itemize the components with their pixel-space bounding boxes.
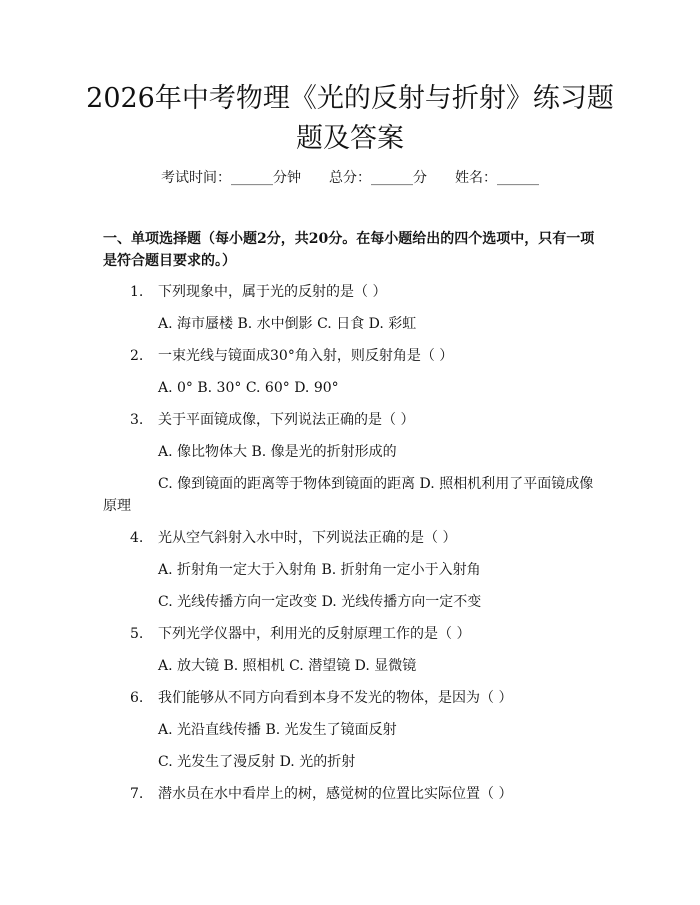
exam-info bbox=[0, 168, 700, 188]
question-text: 关于平面镜成像，下列说法正确的是（ ） bbox=[158, 412, 415, 428]
question-options: A. 放大镜 B. 照相机 C. 潜望镜 D. 显微镜 bbox=[158, 658, 417, 674]
question-options: A. 0° B. 30° C. 60° D. 90° bbox=[158, 380, 339, 396]
question-options: A. 海市蜃楼 B. 水中倒影 C. 日食 D. 彩虹 bbox=[158, 316, 417, 332]
question-number: 4. bbox=[130, 530, 144, 546]
question-text: 下列光学仪器中，利用光的反射原理工作的是（ ） bbox=[158, 626, 471, 642]
question-number: 3. bbox=[130, 412, 144, 428]
page-title-continued: 题及答案 bbox=[296, 123, 404, 154]
section-heading: 一、单项选择题（每小题2分，共20分。在每小题给出的四个选项中，只有一项 bbox=[103, 231, 595, 247]
question-text: 下列现象中，属于光的反射的是（ ） bbox=[158, 284, 387, 300]
question-options: C. 像到镜面的距离等于物体到镜面的距离 D. 照相机利用了平面镜成像 bbox=[158, 476, 594, 492]
name-field: 姓名：______ bbox=[455, 170, 539, 186]
question-options: A. 光沿直线传播 B. 光发生了镜面反射 bbox=[158, 722, 397, 738]
question-text: 光从空气斜射入水中时，下列说法正确的是（ ） bbox=[158, 530, 457, 546]
question-text: 一束光线与镜面成30°角入射，则反射角是（ ） bbox=[158, 348, 454, 364]
question-number: 1. bbox=[130, 284, 144, 300]
section-heading-continued: 是符合题目要求的。） bbox=[103, 253, 236, 269]
page-title: 2026年中考物理《光的反射与折射》练习题 bbox=[86, 83, 614, 114]
question-number: 5. bbox=[130, 626, 144, 642]
question-options-wrap: 原理 bbox=[103, 498, 131, 514]
exam-time-field: 考试时间：______分钟 bbox=[161, 170, 301, 186]
question-number: 6. bbox=[130, 690, 144, 706]
total-score-field: 总分：______分 bbox=[329, 170, 427, 186]
question-text: 潜水员在水中看岸上的树，感觉树的位置比实际位置（ ） bbox=[158, 786, 513, 802]
question-options: C. 光线传播方向一定改变 D. 光线传播方向一定不变 bbox=[158, 594, 482, 610]
question-options: A. 像比物体大 B. 像是光的折射形成的 bbox=[158, 444, 397, 460]
question-options: A. 折射角一定大于入射角 B. 折射角一定小于入射角 bbox=[158, 562, 481, 578]
question-number: 7. bbox=[130, 786, 144, 802]
question-text: 我们能够从不同方向看到本身不发光的物体，是因为（ ） bbox=[158, 690, 513, 706]
question-number: 2. bbox=[130, 348, 144, 364]
question-options: C. 光发生了漫反射 D. 光的折射 bbox=[158, 754, 356, 770]
